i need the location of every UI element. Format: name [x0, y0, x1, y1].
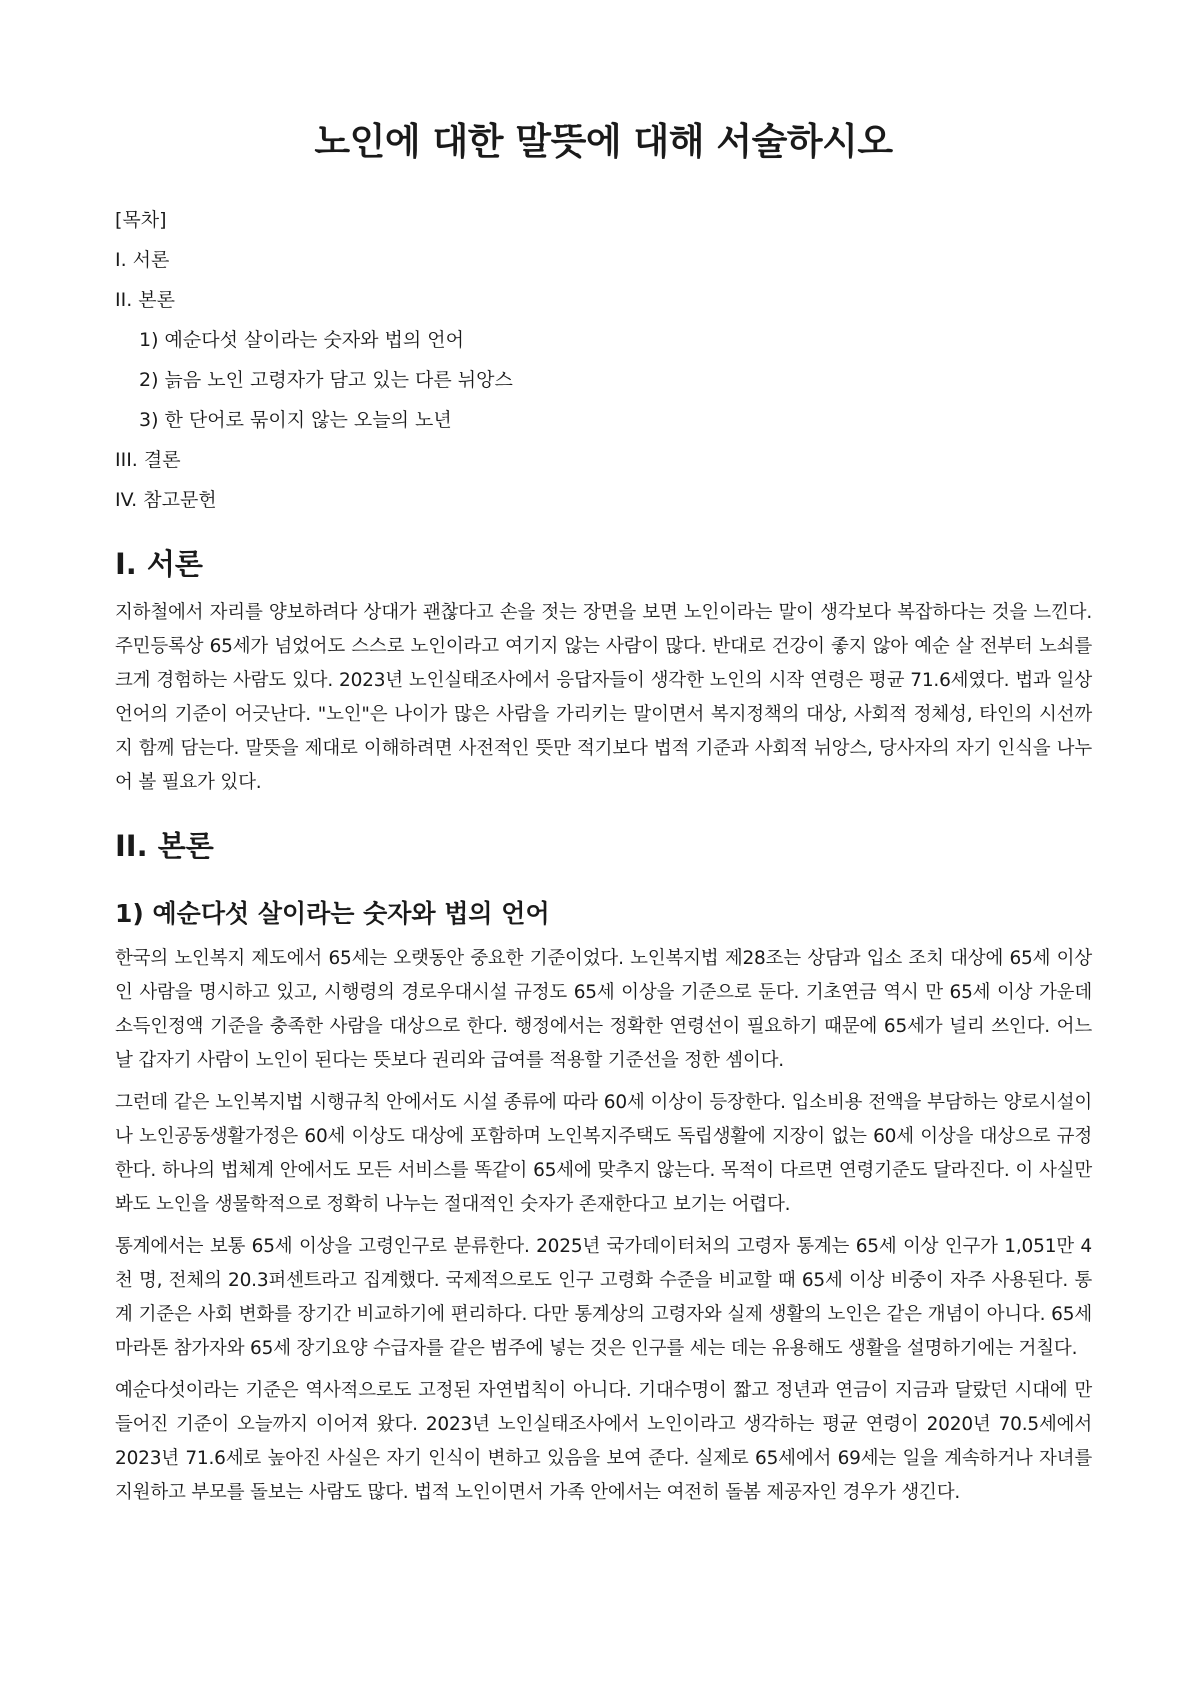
section-intro: [115, 544, 1092, 800]
body-paragraph: 한국의 노인복지 제도에서 65세는 오랫동안 중요한 기준이었다. 노인복지법 제28조는 상담과 입소 조치 대상에 65세 이상인 사람을 명시하고 있고, 시행령의 경로우대시설 규정도 65세 이상을 기준으로 둔다. 기초연금 역시 만 65세 이상 가운데 소득인정액 기준을 충족한 사람을 대상으로 한다. 행정에서는 정확한 연령선이 필요하기 때문에 65세가 널리 쓰인다. 어느 날 갑자기 사람이 노인이 된다는 뜻보다 권리와 급여를 적용할 기준선을 정한 셈이다.: [115, 948, 1092, 1071]
subsection-heading-1: 1) 예순다섯 살이라는 숫자와 법의 언어: [115, 899, 550, 928]
section-heading-intro: I. 서론: [115, 547, 203, 581]
toc-item-body-1: 1) 예순다섯 살이라는 숫자와 법의 언어: [139, 329, 465, 351]
toc-item-conclusion: III. 결론: [115, 449, 181, 471]
toc-heading: [목차]: [115, 209, 167, 231]
toc-item-body-2: 2) 늙음 노인 고령자가 담고 있는 다른 뉘앙스: [139, 369, 513, 391]
document-title: 노인에 대한 말뜻에 대해 서술하시오: [314, 120, 893, 163]
table-of-contents: [115, 200, 1092, 520]
toc-item-intro: I. 서론: [115, 249, 170, 271]
section-heading-body: II. 본론: [115, 829, 214, 863]
toc-item-references: IV. 참고문헌: [115, 489, 217, 511]
body-paragraph: 예순다섯이라는 기준은 역사적으로도 고정된 자연법칙이 아니다. 기대수명이 짧고 정년과 연금이 지금과 달랐던 시대에 만들어진 기준이 오늘까지 이어져 왔다. 2023년 노인실태조사에서 노인이라고 생각하는 평균 연령이 2020년 70.5세에서 2023년 71.6세로 높아진 사실은 자기 인식이 변하고 있음을 보여 준다. 실제로 65세에서 69세는 일을 계속하거나 자녀를 지원하고 부모를 돌보는 사람도 많다. 법적 노인이면서 가족 안에서는 여전히 돌봄 제공자인 경우가 생긴다.: [115, 1380, 1092, 1503]
section-body: [115, 826, 1092, 1510]
toc-item-body-3: 3) 한 단어로 묶이지 않는 오늘의 노년: [139, 409, 452, 431]
body-paragraph: 통계에서는 보통 65세 이상을 고령인구로 분류한다. 2025년 국가데이터처의 고령자 통계는 65세 이상 인구가 1,051만 4천 명, 전체의 20.3퍼센트라고 집계했다. 국제적으로도 인구 고령화 수준을 비교할 때 65세 이상 비중이 자주 사용된다. 통계 기준은 사회 변화를 장기간 비교하기에 편리하다. 다만 통계상의 고령자와 실제 생활의 노인은 같은 개념이 아니다. 65세 마라톤 참가자와 65세 장기요양 수급자를 같은 범주에 넣는 것은 인구를 세는 데는 유용해도 생활을 설명하기에는 거칠다.: [115, 1236, 1092, 1359]
toc-item-body: II. 본론: [115, 289, 175, 311]
intro-paragraph: 지하철에서 자리를 양보하려다 상대가 괜찮다고 손을 젓는 장면을 보면 노인이라는 말이 생각보다 복잡하다는 것을 느낀다. 주민등록상 65세가 넘었어도 스스로 노인이라고 여기지 않는 사람이 많다. 반대로 건강이 좋지 않아 예순 살 전부터 노쇠를 크게 경험하는 사람도 있다. 2023년 노인실태조사에서 응답자들이 생각한 노인의 시작 연령은 평균 71.6세였다. 법과 일상 언어의 기준이 어긋난다. "노인"은 나이가 많은 사람을 가리키는 말이면서 복지정책의 대상, 사회적 정체성, 타인의 시선까지 함께 담는다. 말뜻을 제대로 이해하려면 사전적인 뜻만 적기보다 법적 기준과 사회적 뉘앙스, 당사자의 자기 인식을 나누어 볼 필요가 있다.: [115, 602, 1092, 793]
body-paragraph: 그런데 같은 노인복지법 시행규칙 안에서도 시설 종류에 따라 60세 이상이 등장한다. 입소비용 전액을 부담하는 양로시설이나 노인공동생활가정은 60세 이상도 대상에 포함하며 노인복지주택도 독립생활에 지장이 없는 60세 이상을 대상으로 규정한다. 하나의 법체계 안에서도 모든 서비스를 똑같이 65세에 맞추지 않는다. 목적이 다르면 연령기준도 달라진다. 이 사실만 봐도 노인을 생물학적으로 정확히 나누는 절대적인 숫자가 존재한다고 보기는 어렵다.: [115, 1092, 1092, 1215]
